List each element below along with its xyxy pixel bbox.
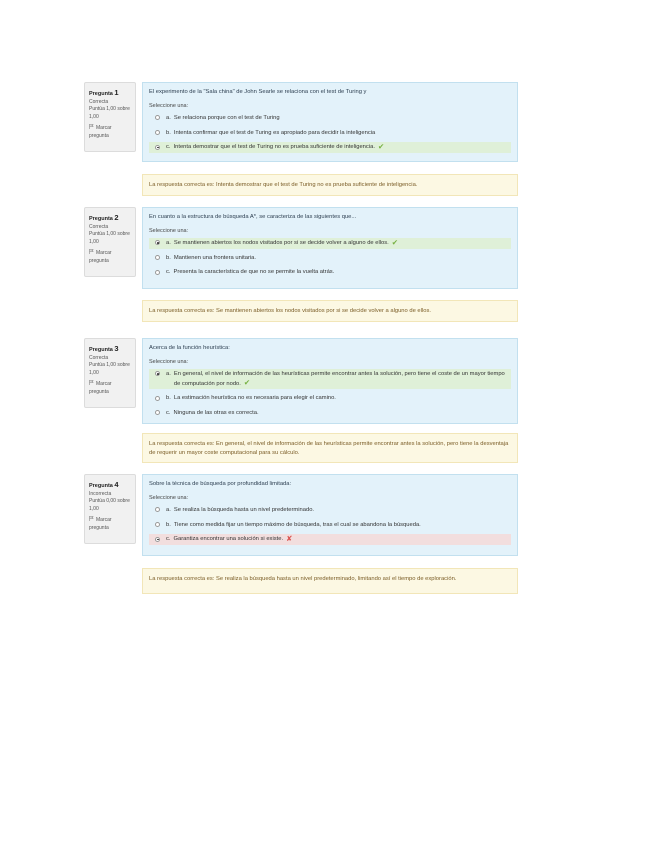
question-state: Correcta [89,223,109,230]
answer-prompt: Seleccione una: [149,495,189,502]
radio-button[interactable] [155,130,160,135]
question-text: El experimento de la "Sala china" de John Searle se relaciona con el test de Turing y [149,89,367,95]
answer-option[interactable]: c. Garantiza encontrar una solución si existe. ✘ [149,534,511,545]
answer-option[interactable]: b. Intenta confirmar que el test de Turing es apropiado para decidir la inteligencia [149,128,511,139]
feedback-box [142,300,518,322]
question-number: Pregunta 2 [89,213,119,222]
question-state: Correcta [89,354,109,361]
flag-question-link[interactable]: Marcar pregunta [89,249,112,264]
answer-option[interactable]: a. Se realiza la búsqueda hasta un nivel predeterminado. [149,505,511,516]
radio-button[interactable] [155,522,160,527]
answer-option[interactable]: c. Ninguna de las otras es correcta. [149,408,511,419]
radio-button[interactable] [155,255,160,260]
answer-option[interactable]: a. Se relaciona porque con el test de Turing [149,113,511,124]
question-content [142,82,518,162]
question-text: Acerca de la función heurística: [149,345,230,351]
radio-button[interactable] [155,396,160,401]
question-state: Correcta [89,98,109,105]
feedback-text: La respuesta correcta es: Se mantienen abiertos los nodos visitados por si se decide volver a alguno de ellos. [149,308,431,314]
question-text: En cuanto a la estructura de búsqueda A*, se caracteriza de las siguientes que... [149,214,357,220]
flag-question-link[interactable]: Marcar pregunta [89,380,112,395]
feedback-text: La respuesta correcta es: Se realiza la búsqueda hasta un nivel predeterminado, limitando así el tiempo de exploración. [149,576,457,582]
feedback-box [142,174,518,196]
question-number: Pregunta 3 [89,344,119,353]
question-state: Incorrecta [89,490,112,497]
flag-icon [89,124,94,129]
question-info [84,338,136,408]
check-icon: ✔ [377,142,385,152]
feedback-box [142,433,518,463]
radio-button[interactable] [155,537,160,542]
answer-option[interactable]: b. Mantienen una frontera unitaria. [149,253,511,264]
flag-question-link[interactable]: Marcar pregunta [89,124,112,139]
radio-button[interactable] [155,115,160,120]
question-grade: Puntúa 1,00 sobre 1,00 [89,106,130,121]
radio-button[interactable] [155,371,160,376]
question-content [142,207,518,289]
radio-button[interactable] [155,410,160,415]
question-grade: Puntúa 1,00 sobre 1,00 [89,231,130,246]
radio-button[interactable] [155,507,160,512]
feedback-text: La respuesta correcta es: Intenta demostrar que el test de Turing no es prueba suficiente de inteligencia. [149,182,418,188]
flag-icon [89,249,94,254]
answer-prompt: Seleccione una: [149,359,189,366]
question-content [142,474,518,556]
feedback-text: La respuesta correcta es: En general, el nivel de información de las heurísticas permite encontrar antes la solución, pero tiene la desventaja de requerir un mayor coste computacional para su cálculo. [149,441,509,456]
question-text: Sobre la técnica de búsqueda por profundidad limitada: [149,481,292,487]
answer-option[interactable]: a. En general, el nivel de información de las heurísticas permite encontrar antes la solución, pero tiene el coste de un mayor tiempo de computación por nodo. ✔ [149,369,511,389]
radio-button[interactable] [155,270,160,275]
question-content [142,338,518,424]
question-info [84,82,136,152]
answer-option[interactable]: a. Se mantienen abiertos los nodos visitados por si se decide volver a alguno de ellos. ✔ [149,238,511,249]
question-grade: Puntúa 0,00 sobre 1,00 [89,498,130,513]
flag-question-link[interactable]: Marcar pregunta [89,516,112,531]
radio-button[interactable] [155,240,160,245]
flag-icon [89,380,94,385]
question-info [84,474,136,544]
flag-icon [89,516,94,521]
answer-prompt: Seleccione una: [149,103,189,110]
answer-option[interactable]: b. Tiene como medida fijar un tiempo máximo de búsqueda, tras el cual se abandona la búsqueda. [149,520,511,531]
check-icon: ✔ [243,377,251,387]
check-icon: ✔ [391,238,399,248]
question-number: Pregunta 1 [89,88,119,97]
question-info [84,207,136,277]
answer-option[interactable]: c. Intenta demostrar que el test de Turing no es prueba suficiente de inteligencia. ✔ [149,142,511,153]
answer-option[interactable]: b. La estimación heurística no es necesaria para elegir el camino. [149,393,511,404]
question-number: Pregunta 4 [89,480,119,489]
feedback-box [142,568,518,594]
radio-button[interactable] [155,145,160,150]
cross-icon: ✘ [286,534,293,544]
answer-prompt: Seleccione una: [149,228,189,235]
answer-option[interactable]: c. Presenta la característica de que no se permite la vuelta atrás. [149,267,511,278]
question-grade: Puntúa 1,00 sobre 1,00 [89,362,130,377]
